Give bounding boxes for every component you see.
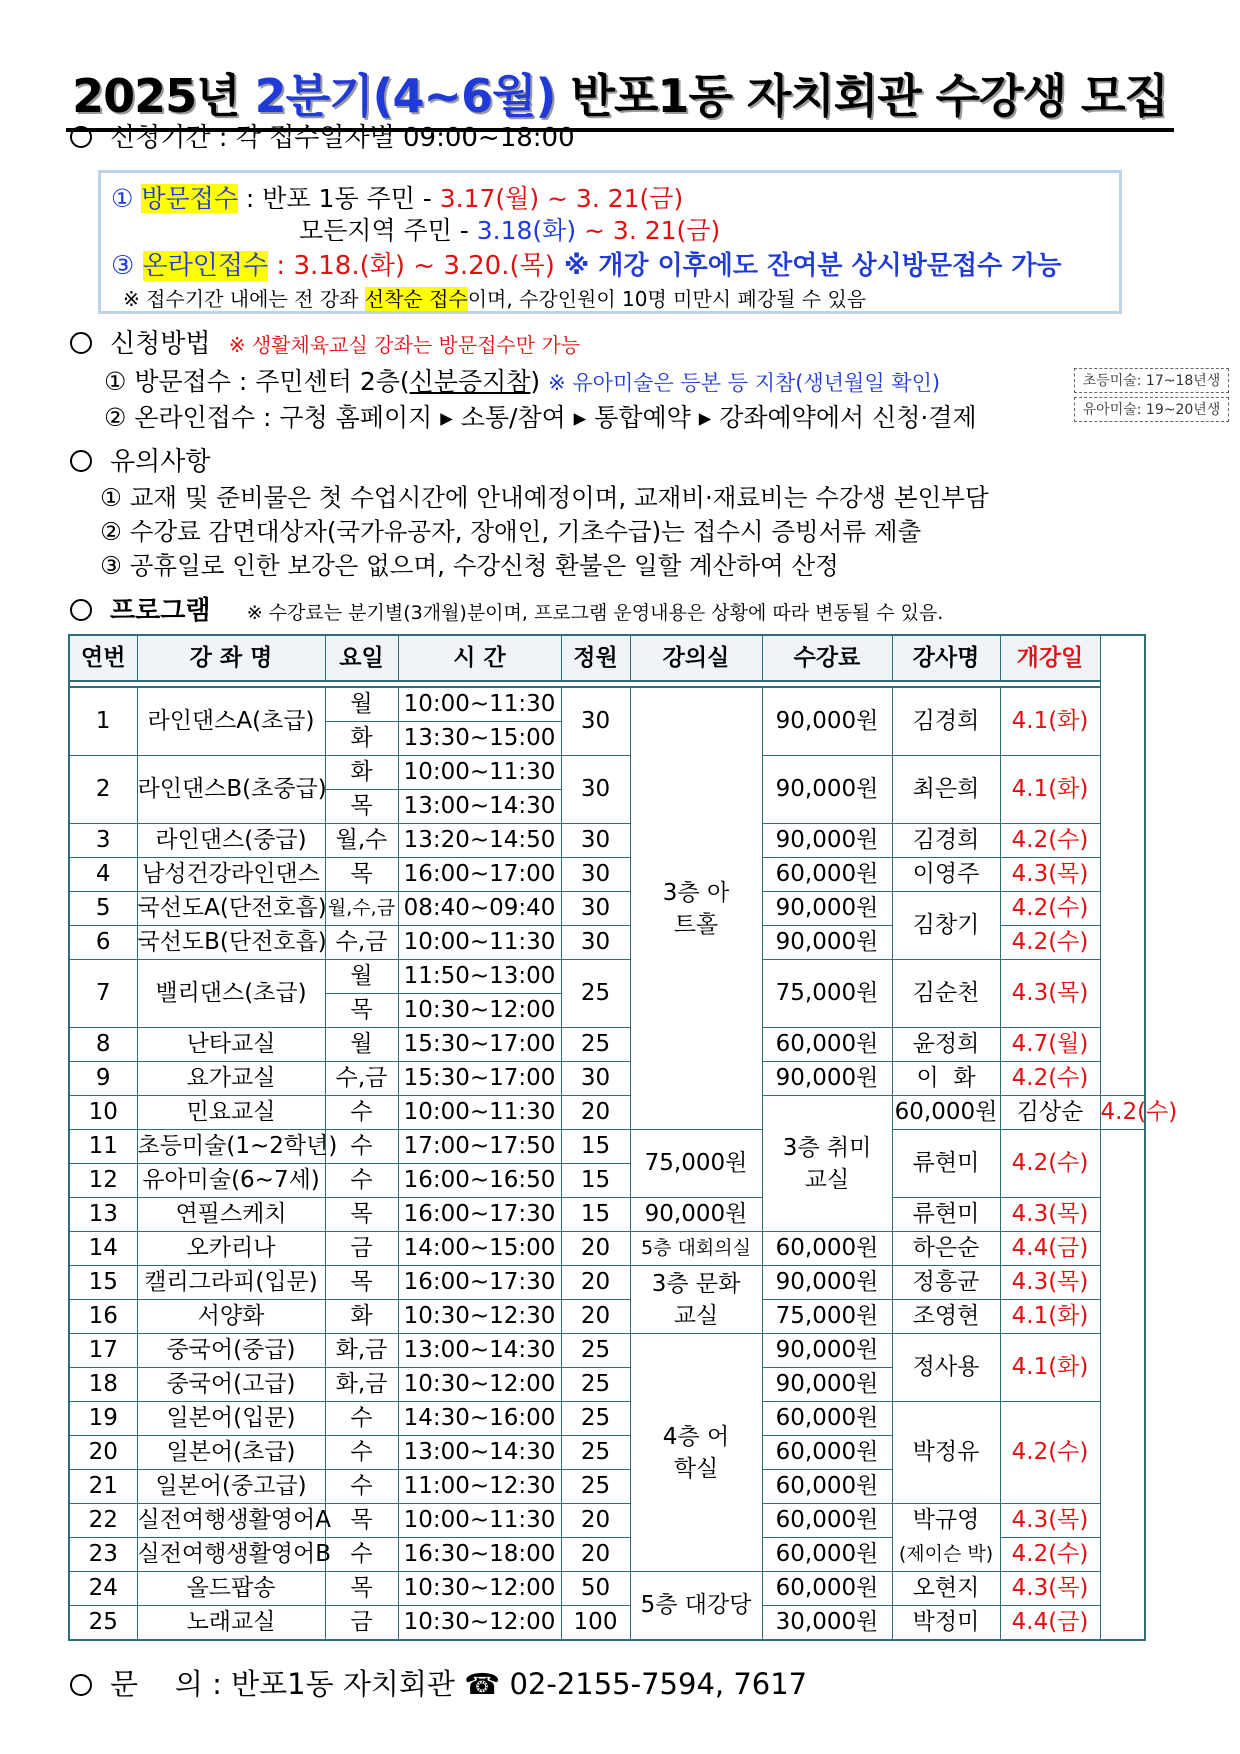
visit-line-1: ① 방문접수 : 반포 1동 주민 - 3.17(월) ~ 3. 21(금) bbox=[111, 184, 684, 213]
header-room: 강의실 bbox=[630, 635, 762, 681]
header-open-date: 개강일 bbox=[1000, 635, 1100, 681]
header-capacity: 정원 bbox=[561, 635, 630, 681]
header-fee: 수강료 bbox=[762, 635, 892, 681]
title-quarter: 2분기(4~6월) bbox=[254, 69, 556, 123]
table-row: 24 올드팝송 목 10:30~12:00 50 5층 대강당 60,000원 오현지 4.3(목) bbox=[69, 1572, 1145, 1606]
program-table bbox=[68, 634, 1178, 1641]
table-row: 15 캘리그라피(입문) 목 16:00~17:30 20 3층 문화교실 90,000원 정흥균 4.3(목) bbox=[69, 1266, 1145, 1300]
method-line-1: ① 방문접수 : 주민센터 2층(신분증지참) ※ 유아미술은 등본 등 지참(생년월일 확인) bbox=[104, 367, 941, 396]
circle-bullet-icon bbox=[70, 450, 92, 472]
online-line: ③ 온라인접수 : 3.18.(화) ~ 3.20.(목) ※ 개강 이후에도 잔여분 상시방문접수 가능 bbox=[111, 251, 1062, 281]
phone-icon: ☎ bbox=[464, 1667, 501, 1701]
header-name: 강 좌 명 bbox=[137, 635, 325, 681]
circle-bullet-icon bbox=[70, 126, 92, 148]
table-row: 목 13:00~14:30 bbox=[69, 790, 1145, 824]
period-heading: 신청기간 : 각 접수일자별 09:00~18:00 bbox=[70, 117, 575, 154]
visit-dates-1: 3.17(월) ~ 3. 21(금) bbox=[439, 184, 684, 213]
header-no: 연번 bbox=[69, 635, 137, 681]
table-row: 화 13:30~15:00 bbox=[69, 722, 1145, 756]
program-heading: 프로그램 ※ 수강료는 분기별(3개월)분이며, 프로그램 운영내용은 상황에 따라 변동될 수 있음. bbox=[70, 590, 943, 627]
table-row: 25 노래교실 금 10:30~12:00 100 30,000원 박정미 4.4(금) bbox=[69, 1606, 1145, 1641]
header-teacher: 강사명 bbox=[892, 635, 1000, 681]
table-row: 22 실전여행생활영어A 목 10:00~11:30 20 60,000원 박규영 4.3(목) bbox=[69, 1504, 1145, 1538]
method-heading: 신청방법 ※ 생활체육교실 강좌는 방문접수만 가능 bbox=[70, 323, 580, 360]
visit-label: 방문접수 bbox=[141, 184, 238, 213]
table-row: 19 일본어(입문) 수 14:30~16:00 25 60,000원 박정유 4.2(수) bbox=[69, 1402, 1145, 1436]
table-row: 목 10:30~12:00 bbox=[69, 994, 1145, 1028]
caution-item-3: ③ 공휴일로 인한 보강은 없으며, 수강신청 환불은 일할 계산하여 산정 bbox=[100, 551, 839, 580]
caution-item-2: ② 수강료 감면대상자(국가유공자, 장애인, 기초수급)는 접수시 증빙서류 제출 bbox=[100, 517, 922, 546]
room-conference: 5층 대회의실 bbox=[630, 1232, 762, 1266]
visit-line-2: 모든지역 주민 - 3.18(화) ~ 3. 21(금) bbox=[299, 216, 721, 245]
table-row: 21 일본어(중고급) 수 11:00~12:30 25 60,000원 bbox=[69, 1470, 1145, 1504]
header-time: 시 간 bbox=[398, 635, 561, 681]
table-header-row bbox=[69, 635, 1145, 681]
period-box bbox=[98, 170, 1122, 314]
method-line-2: ② 온라인접수 : 구청 홈페이지 ▸ 소통/참여 ▸ 통합예약 ▸ 강좌예약에서 신청·결제 bbox=[104, 403, 977, 432]
caution-heading: 유의사항 bbox=[70, 441, 210, 478]
table-row: 16 서양화 화 10:30~12:30 20 75,000원 조영현 4.1(화) bbox=[69, 1300, 1145, 1334]
room-culture: 3층 문화교실 bbox=[630, 1266, 762, 1334]
room-hobby: 3층 취미교실 bbox=[762, 1096, 892, 1232]
table-row: 18 중국어(고급) 화,금 10:30~12:00 25 90,000원 bbox=[69, 1368, 1145, 1402]
table-row: 11 초등미술(1~2학년) 수 17:00~17:50 15 75,000원 류현미 4.2(수) bbox=[69, 1130, 1145, 1164]
table-row: 3 라인댄스(중급) 월,수 13:20~14:50 30 90,000원 김경희 4.2(수) bbox=[69, 824, 1145, 858]
caution-item-1: ① 교재 및 준비물은 첫 수업시간에 안내예정이며, 교재비·재료비는 수강생 본인부담 bbox=[100, 483, 989, 512]
table-row: 6 국선도B(단전호흡) 수,금 10:00~11:30 30 90,000원 4.2(수) bbox=[69, 926, 1145, 960]
header-day: 요일 bbox=[325, 635, 398, 681]
side-note-2: 유아미술: 19~20년생 bbox=[1074, 397, 1229, 422]
circle-bullet-icon bbox=[70, 332, 92, 354]
side-note-1: 초등미술: 17~18년생 bbox=[1074, 368, 1229, 393]
room-auditorium: 5층 대강당 bbox=[630, 1572, 762, 1641]
table-row: 4 남성건강라인댄스 목 16:00~17:00 30 60,000원 이영주 4.3(목) bbox=[69, 858, 1145, 892]
contact-footer: 문 의 : 반포1동 자치회관 ☎ 02-2155-7594, 7617 bbox=[70, 1662, 807, 1703]
contact-phone: 02-2155-7594, 7617 bbox=[509, 1667, 808, 1701]
table-row: 20 일본어(초급) 수 13:00~14:30 25 60,000원 bbox=[69, 1436, 1145, 1470]
room-language: 4층 어학실 bbox=[630, 1334, 762, 1572]
table-row: 23 실전여행생활영어B 수 16:30~18:00 20 60,000원 (제이슨 박) 4.2(수) bbox=[69, 1538, 1145, 1572]
title-rest: 반포1동 자치회관 수강생 모집 bbox=[570, 69, 1168, 123]
table-row: 7 밸리댄스(초급) 월 11:50~13:00 25 75,000원 김순천 4.3(목) bbox=[69, 960, 1145, 994]
table-row: 2 라인댄스B(초중급) 화 10:00~11:30 30 90,000원 최은희 4.1(화) bbox=[69, 756, 1145, 790]
table-row: 10 민요교실 수 10:00~11:30 20 3층 취미교실 60,000원 김상순 4.2(수) bbox=[69, 1096, 1145, 1130]
table-row: 14 오카리나 금 14:00~15:00 20 5층 대회의실 60,000원 하은순 4.4(금) bbox=[69, 1232, 1145, 1266]
table-row: 1 라인댄스A(초급) 월 10:00~11:30 30 3층 아트홀 90,000원 김경희 4.1(화) bbox=[69, 687, 1145, 722]
table-row: 13 연필스케치 목 16:00~17:30 15 90,000원 류현미 4.3(목) bbox=[69, 1198, 1145, 1232]
circle-bullet-icon bbox=[70, 1674, 92, 1696]
circle-bullet-icon bbox=[70, 599, 92, 621]
period-note: ※ 접수기간 내에는 전 강좌 선착순 접수이며, 수강인원이 10명 미만시 폐강될 수 있음 bbox=[123, 287, 867, 311]
table-row: 5 국선도A(단전호흡) 월,수,금 08:40~09:40 30 90,000원 김창기 4.2(수) bbox=[69, 892, 1145, 926]
room-art-hall: 3층 아트홀 bbox=[630, 687, 762, 1130]
table-row: 17 중국어(중급) 화,금 13:00~14:30 25 4층 어학실 90,000원 정사용 4.1(화) bbox=[69, 1334, 1145, 1368]
online-label: 온라인접수 bbox=[142, 251, 269, 281]
table-row: 12 유아미술(6~7세) 수 16:00~16:50 15 bbox=[69, 1164, 1145, 1198]
title-year: 2025년 bbox=[72, 69, 240, 123]
table-row: 9 요가교실 수,금 15:30~17:00 30 90,000원 이 화 4.2(수) bbox=[69, 1062, 1145, 1096]
table-row: 8 난타교실 월 15:30~17:00 25 60,000원 윤정희 4.7(월) bbox=[69, 1028, 1145, 1062]
